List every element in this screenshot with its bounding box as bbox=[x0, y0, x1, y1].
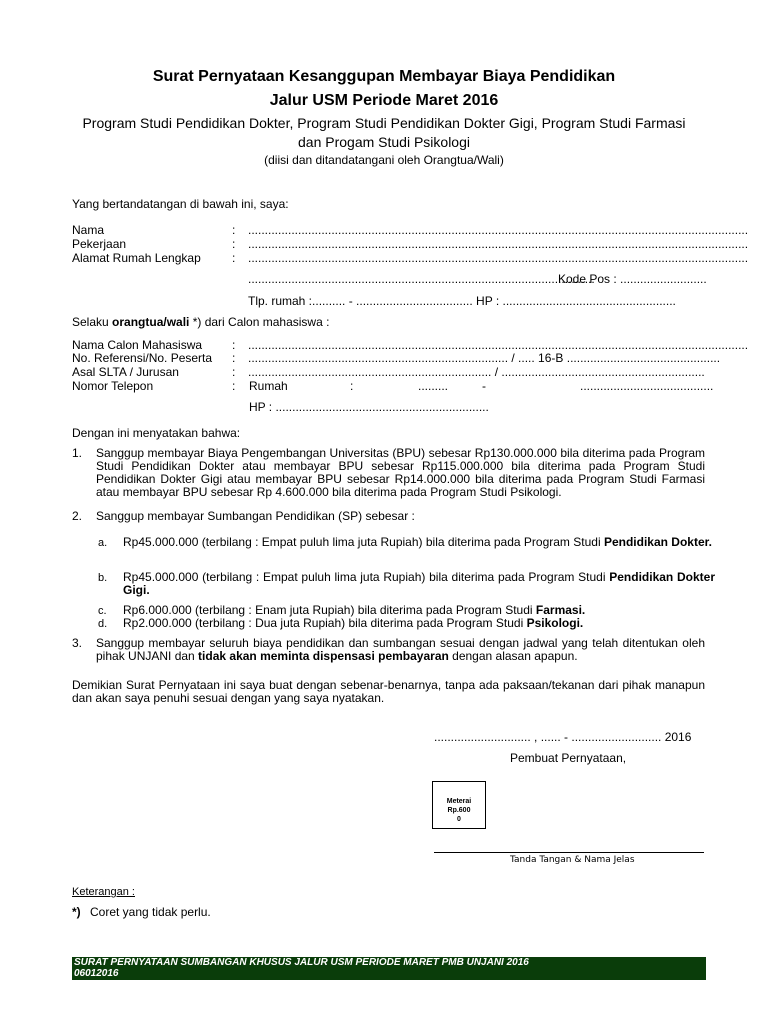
point-1-number: 1. bbox=[72, 446, 83, 460]
rumah-colon: : bbox=[350, 379, 354, 393]
point-2-text: Sanggup membayar Sumbangan Pendidikan (SP) sebesar : bbox=[96, 509, 415, 523]
alamat-field-2[interactable]: ........................................................................................................ bbox=[248, 272, 595, 286]
rumah-number-field[interactable]: ........................................ bbox=[580, 379, 714, 393]
signature-caption: Tanda Tangan & Nama Jelas bbox=[510, 855, 635, 865]
nama-label: Nama bbox=[72, 223, 105, 237]
rumah-dash: - bbox=[482, 379, 486, 393]
rumah-label: Rumah bbox=[249, 379, 288, 393]
point-1-text: Sanggup membayar Biaya Pengembangan Universitas (BPU) sebesar Rp130.000.000 bila diterima pada Program Studi Pendidikan Dokter atau membayar BPU sebesar Rp115.000.000 bila diterima pada Program Studi Pendidikan Dokter Gigi atau membayar BPU sebesar Rp14.000.000 bila diterima pada Program Studi Farmasi atau membayar BPU sebesar Rp 4.600.000 bila diterima pada Program Studi Psikologi. bbox=[96, 446, 705, 499]
note-text: Coret yang tidak perlu. bbox=[90, 905, 211, 919]
rumah-area-field[interactable]: ......... bbox=[418, 379, 449, 393]
signature-line bbox=[434, 852, 704, 853]
referensi-field[interactable]: .............................................................................. / ..... 16-B .............................................. bbox=[248, 351, 721, 365]
closing-paragraph: Demikian Surat Pernyataan ini saya buat dengan sebenar-benarnya, tanpa ada paksaan/tekanan dari pihak manapun dan akan saya penuhi sesuai dengan yang saya nyatakan. bbox=[72, 678, 705, 705]
nama-calon-field[interactable]: ...................................................................................................................................................... bbox=[248, 338, 749, 352]
telepon-guardian-field[interactable]: Tlp. rumah :.......... - ................................... HP : .................................................... bbox=[248, 294, 676, 308]
pekerjaan-label: Pekerjaan bbox=[72, 237, 127, 251]
point-3-text: Sanggup membayar seluruh biaya pendidikan dan sumbangan sesuai dengan jadwal yang telah ditentukan oleh pihak UNJANI dan tidak akan meminta dispensasi pembayaran dengan alasan apapun. bbox=[96, 636, 705, 663]
programs-line-1: Program Studi Pendidikan Dokter, Program Studi Pendidikan Dokter Gigi, Program Studi Farmasi bbox=[82, 115, 686, 131]
document-title: Surat Pernyataan Kesanggupan Membayar Biaya Pendidikan bbox=[152, 68, 616, 85]
footer-bar bbox=[72, 957, 706, 980]
kode-pos-field[interactable]: Kode Pos : .......................... bbox=[558, 272, 707, 286]
item-b-letter: b. bbox=[98, 572, 108, 584]
keterangan-title: Keterangan : bbox=[72, 886, 135, 898]
item-a-letter: a. bbox=[98, 537, 108, 549]
hp-field[interactable]: HP : ................................................................ bbox=[249, 400, 489, 414]
telepon-label: Nomor Telepon bbox=[72, 379, 154, 393]
item-b-text: Rp45.000.000 (terbilang : Empat puluh lima juta Rupiah) bila diterima pada Program Studi Pendidikan Dokter Gigi. bbox=[123, 570, 715, 597]
fill-note: (diisi dan ditandatangani oleh Orangtua/Wali) bbox=[264, 153, 504, 167]
nama-field[interactable]: ...................................................................................................................................................... bbox=[248, 223, 749, 237]
point-2-number: 2. bbox=[72, 509, 83, 523]
item-d-letter: d. bbox=[98, 618, 108, 630]
maker-label: Pembuat Pernyataan, bbox=[510, 751, 627, 765]
selaku-text: Selaku orangtua/wali *) dari Calon mahasiswa : bbox=[72, 315, 330, 329]
meterai-stamp-box: Meterai Rp.600 0 bbox=[432, 781, 486, 829]
note-star: *) bbox=[72, 905, 81, 919]
slta-field[interactable]: ......................................................................... / ............................................................. bbox=[248, 365, 705, 379]
pekerjaan-field[interactable]: ...................................................................................................................................................... bbox=[248, 237, 749, 251]
item-a-text: Rp45.000.000 (terbilang : Empat puluh lima juta Rupiah) bila diterima pada Program Studi Pendidikan Dokter. bbox=[123, 535, 712, 549]
referensi-label: No. Referensi/No. Peserta bbox=[72, 351, 213, 365]
alamat-field-1[interactable]: ...................................................................................................................................................... bbox=[248, 251, 749, 265]
point-3-number: 3. bbox=[72, 636, 83, 650]
programs-line-2: dan Progam Studi Psikologi bbox=[298, 134, 470, 150]
footer-line-1: SURAT PERNYATAAN SUMBANGAN KHUSUS JALUR USM PERIODE MARET PMB UNJANI 2016 bbox=[74, 957, 529, 968]
statement-intro: Dengan ini menyatakan bahwa: bbox=[72, 426, 241, 440]
item-d-text: Rp2.000.000 (terbilang : Dua juta Rupiah) bila diterima pada Program Studi Psikologi. bbox=[123, 616, 584, 630]
item-c-text: Rp6.000.000 (terbilang : Enam juta Rupiah) bila diterima pada Program Studi Farmasi. bbox=[123, 603, 586, 617]
footer-line-2: 06012016 bbox=[74, 968, 119, 979]
intro-text: Yang bertandatangan di bawah ini, saya: bbox=[72, 197, 289, 211]
document-subtitle: Jalur USM Periode Maret 2016 bbox=[269, 92, 499, 109]
place-date-field[interactable]: ............................. , ...... - ........................... 2016 bbox=[434, 730, 692, 744]
slta-label: Asal SLTA / Jurusan bbox=[72, 365, 179, 379]
item-c-letter: c. bbox=[98, 605, 107, 617]
nama-calon-label: Nama Calon Mahasiswa bbox=[72, 338, 203, 352]
alamat-label: Alamat Rumah Lengkap bbox=[72, 251, 201, 265]
